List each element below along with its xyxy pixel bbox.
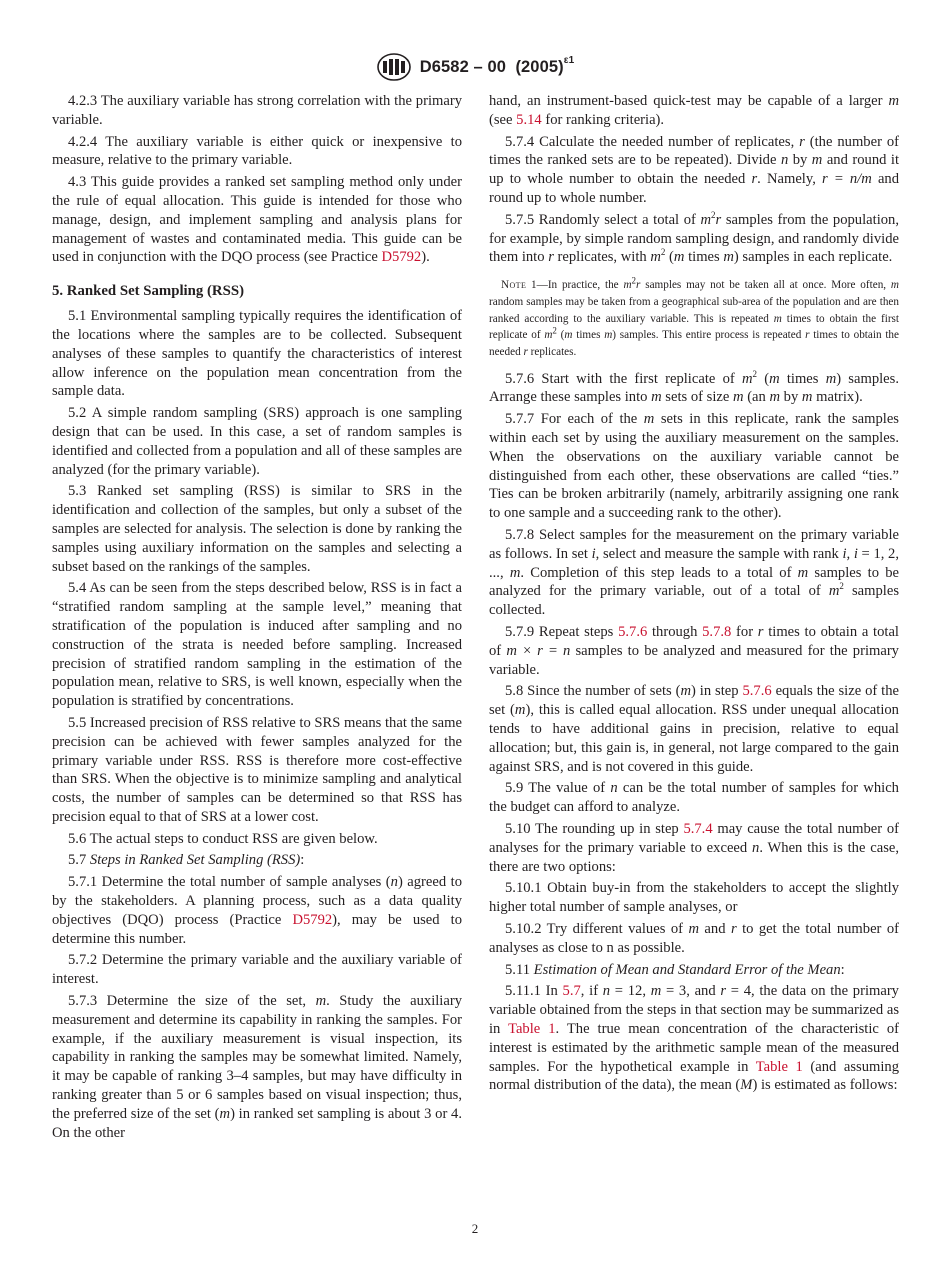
page-number: 2 (471, 1221, 479, 1236)
paragraph-5-7-4: 5.7.4 Calculate the needed number of replicates, r (the number of times the ranked sets are to be repeated). Divide n by m and round it up to whole number to obtain the needed r. Namely, r = n/m and round up to whole number. (489, 133, 900, 206)
ref-5-14-link[interactable]: 5.14 (516, 111, 542, 128)
paragraph-5-7-1: 5.7.1 Determine the total number of sample analyses (n) agreed to by the stakeholders. A planning process, such as a data quality objectives (DQO) process (Practice D5792), may be used to determine this number. (52, 874, 462, 947)
note-1: Note 1—In practice, the $m^2r$ samples may not be taken all at once. More often, m random samples may be taken from a geographical sub-area of the population and are then ranked according to the auxiliary variable. This is repeated m times to obtain the first replicate of $m^2$ (m times m) samples. This entire process is repeated r times to obtain the needed r replicates. (489, 275, 900, 358)
paragraph-5-1: 5.1 Environmental sampling typically requires the identification of the locations where the samples are to be collected. Subsequent analyses of these samples to quantify the characteristics of interest allow inference on the population mean concentration from the sample data. (52, 308, 462, 400)
left-column (52, 92, 462, 1145)
paragraph-5-7-3-continued: hand, an instrument-based quick-test may be capable of a larger m (see 5.14 for ranking criteria). (489, 93, 899, 128)
paragraph-5-6: 5.6 The actual steps to conduct RSS are given below. (68, 830, 378, 847)
paragraph-5-10: 5.10 The rounding up in step 5.7.4 may cause the total number of analyses for the primary variable to exceed n. When this is the case, there are two options: (489, 821, 900, 875)
paragraph-5-7: 5.7 Steps in Ranked Set Sampling (RSS): (68, 852, 305, 869)
ref-d5792-link[interactable]: D5792 (381, 249, 422, 266)
paragraph-5-7-6: 5.7.6 Start with the first replicate of $m^2$ (m times m) samples. Arrange these samples into m sets of size m (an m by m matrix). (489, 368, 899, 406)
section-5-heading: 5. Ranked Set Sampling (RSS) (52, 283, 244, 300)
paragraph-4-3: 4.3 This guide provides a ranked set sampling method only under the rule of equal allocation. This guide is intended for those who manage, design, and implement sampling and analysis plans for management of wastes and contaminated media. This guide can be used in conjunction with the DQO process (see Practice D5792). (52, 174, 462, 266)
ref-d5792-link-2[interactable]: D5792 (292, 911, 333, 928)
standard-designation: D6582 – 00 $(2005)^{\varepsilon 1}$ (419, 55, 575, 76)
paragraph-4-2-4: 4.2.4 The auxiliary variable is either quick or inexpensive to measure, relative to the primary variable. (52, 133, 462, 169)
paragraph-5-11-1: 5.11.1 In 5.7, if n = 12, m = 3, and r = 4, the data on the primary variable obtained from the steps in that section may be summarized as in Table 1. The true mean concentration of the characteristic of interest is estimated by the arithmetic sample mean of the measured samples. For the hypothetical example in Table 1 (and assuming normal distribution of the data), the mean (M) is estimated as follows: (489, 983, 899, 1094)
paragraph-5-4: 5.4 As can be seen from the steps described below, RSS is in fact a “stratified random sampling at the sample level,” meaning that stratification of the population is induced after sampling and no construction of the strata is needed before sampling. Increased precision of stratified random sampling in the estimation of the population mean, relative to SRS, is well known, especially when the population is stratified by concentrations. (52, 580, 462, 710)
paragraph-5-7-2: 5.7.2 Determine the primary variable and the auxiliary variable of interest. (52, 952, 462, 988)
paragraph-5-2: 5.2 A simple random sampling (SRS) approach is one sampling design that can be used. In this case, a set of random samples is identified and collected from a population and all of these samples are analyzed (for the primary variable). (52, 405, 462, 478)
paragraph-5-7-9: 5.7.9 Repeat steps 5.7.6 through 5.7.8 for r times to obtain a total of m × r = n samples to be analyzed and measured for the primary variable. (489, 624, 899, 678)
paragraph-5-9: 5.9 The value of n can be the total number of samples for which the budget can afford to analyze. (489, 780, 899, 816)
ref-5-7-link[interactable]: 5.7 (562, 983, 581, 1000)
paragraph-5-10-2: 5.10.2 Try different values of m and r to get the total number of analyses as close to n as possible. (489, 921, 900, 956)
paragraph-5-7-7: 5.7.7 For each of the m sets in this replicate, rank the samples within each set by using the auxiliary measurement on the samples. When the observations on the auxiliary variable cannot be distinguished from each other, these observations are called “ties.” Ties can be broken arbitrarily (namely, arbitrarily assigning one rank to one sample and a succeeding rank to the other). (489, 411, 899, 522)
ref-table-1-link[interactable]: Table 1 (508, 1020, 556, 1037)
ref-5-7-8-link[interactable]: 5.7.8 (702, 624, 732, 641)
paragraph-5-5: 5.5 Increased precision of RSS relative to SRS means that the same precision can be achieved with fewer samples analyzed for the primary variable under RSS. RSS is therefore more cost-effective than SRS. When the objective is to minimize sampling and analytical costs, the number of samples can be determined so that RSS has precision equal to that of SRS at a lower cost. (52, 714, 462, 825)
ref-table-1-link-2[interactable]: Table 1 (755, 1058, 803, 1075)
paragraph-5-11: 5.11 Estimation of Mean and Standard Error of the Mean: (505, 961, 845, 978)
paragraph-5-7-3: 5.7.3 Determine the size of the set, m. Study the auxiliary measurement and determine its capability in ranking the samples. For example, if the auxiliary measurement is visual inspection, its capability in ranking the samples may be somewhat limited. Namely, it may be capable of ranking 3–4 samples, but may have difficulty in ranking greater than 5 or 6 samples based on visual inspection; thus, the preferred size of the set (m) in ranked set sampling is about 3 or 4. On the other (52, 993, 463, 1141)
paragraph-5-10-1: 5.10.1 Obtain buy-in from the stakeholders to accept the slightly higher total number of sample analyses, or (489, 880, 899, 916)
paragraph-5-7-5: 5.7.5 Randomly select a total of $m^2r$ samples from the population, for example, by simple random sampling design, and randomly divide them into r replicates, with $m^2$ (m times m) samples in each replicate. (489, 209, 899, 266)
ref-5-7-4-link[interactable]: 5.7.4 (683, 821, 713, 838)
paragraph-4-2-3: 4.2.3 The auxiliary variable has strong correlation with the primary variable. (52, 93, 462, 128)
ref-5-7-6-link[interactable]: 5.7.6 (618, 624, 648, 641)
ref-5-7-6-link-2[interactable]: 5.7.6 (742, 683, 772, 700)
astm-logo-icon (376, 52, 412, 82)
right-column (489, 92, 899, 1098)
paragraph-5-8: 5.8 Since the number of sets (m) in step 5.7.6 equals the size of the set (m), this is called equal allocation. RSS under unequal allocation tends to have additional gains in precision, relative to equal allocation; but, this gain is, in general, not large compared to the gain against SRS, and is not covered in this guide. (489, 683, 900, 775)
page-header (0, 52, 950, 82)
paragraph-5-7-8: 5.7.8 Select samples for the measurement on the primary variable as follows. In set i, select and measure the sample with rank i, i = 1, 2, ..., m. Completion of this step leads to a total of m samples to be analyzed for the primary variable, out of a total of $m^2$ samples collected. (489, 527, 899, 619)
paragraph-5-3: 5.3 Ranked set sampling (RSS) is similar to SRS in the identification and collection of the samples, but only a subset of the samples are selected for analysis. The selection is done by ranking the samples using auxiliary information on the samples and selecting a subset based on the rankings of the samples. (52, 483, 462, 575)
